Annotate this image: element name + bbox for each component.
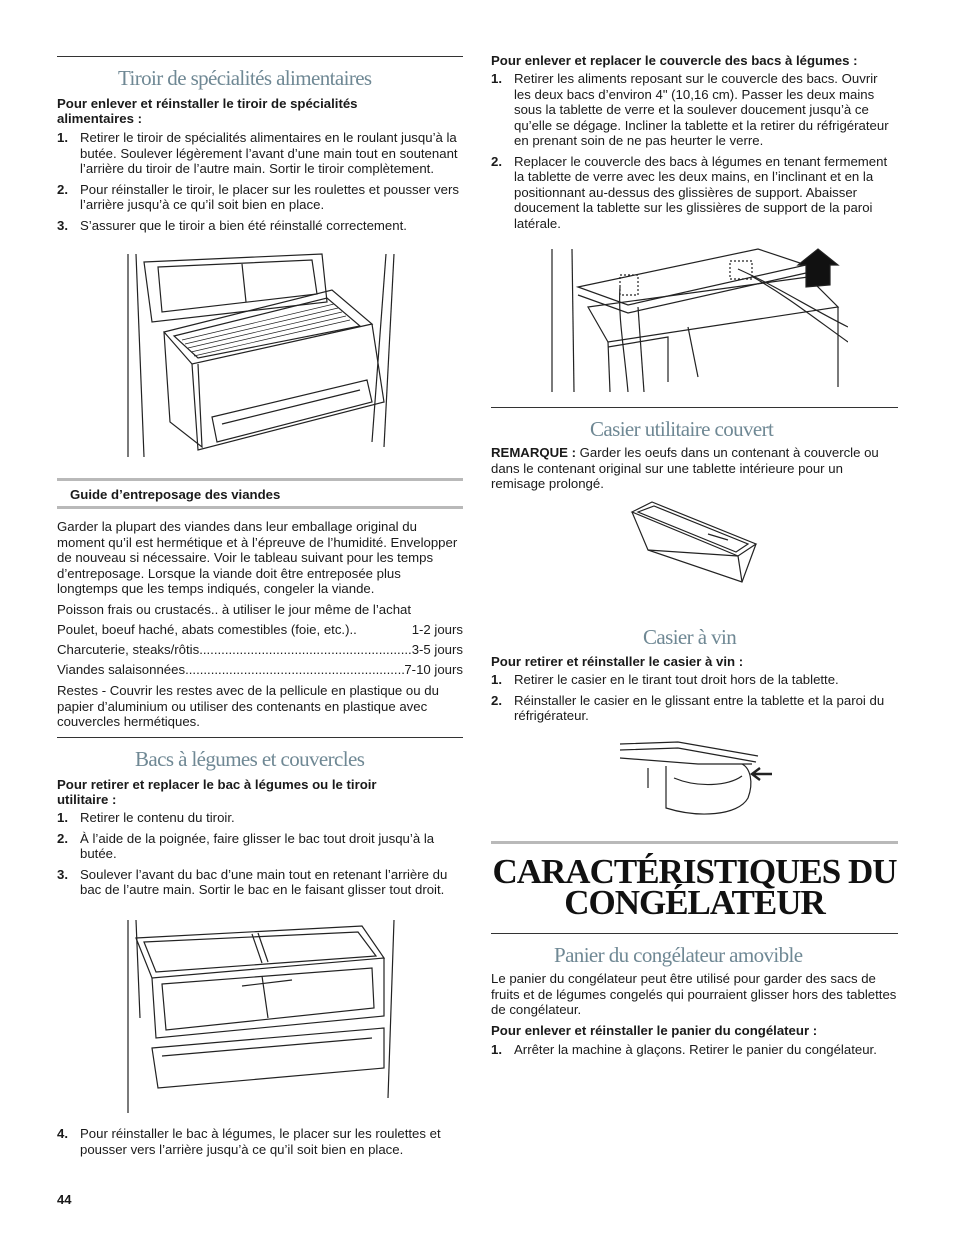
guide-top-bar bbox=[57, 478, 463, 481]
list-item: 2. Pour réinstaller le tiroir, le placer sur les roulettes et pousser vers l’arrière jusqu’à ce qu’il soit bien en place. bbox=[57, 181, 459, 212]
tiroir-steps bbox=[57, 130, 463, 238]
panier-steps bbox=[491, 1042, 898, 1063]
table-row: Charcuterie, steaks/rôtis ..... 3-5 jours bbox=[57, 642, 463, 657]
list-item: 1. Retirer le casier en le tirant tout droit hors de la tablette. bbox=[491, 672, 839, 687]
tiroir-subtitle: Pour enlever et réinstaller le tiroir de spécialités alimentaires : bbox=[57, 96, 358, 126]
rule-casier-util bbox=[491, 407, 898, 408]
egg-bin-illustration bbox=[628, 500, 760, 585]
guide-bottom-bar bbox=[57, 506, 463, 509]
shelf-lift-illustration bbox=[548, 247, 848, 392]
section-title-casier-vin: Casier à vin bbox=[643, 625, 737, 649]
section-title-tiroir: Tiroir de spécialités alimentaires bbox=[118, 66, 372, 90]
panier-intro: Le panier du congélateur peut être utilisé pour garder des sacs de fruits et de légumes congelés qui pourraient glisser hors des tablettes de congélateur. bbox=[491, 971, 897, 1017]
guide-restes: Restes - Couvrir les restes avec de la pellicule en plastique ou du papier d’aluminium ou utiliser des contenants en plastique avec couvercles hermétiques. bbox=[57, 683, 439, 729]
list-item: 2. Réinstaller le casier en le glissant entre la tablette et la paroi du réfrigérateur. bbox=[491, 692, 885, 723]
page-number: 44 bbox=[57, 1192, 72, 1207]
couvercle-steps bbox=[491, 71, 898, 236]
page-title: CARACTÉRISTIQUES DU CONGÉLATEUR bbox=[492, 852, 897, 922]
couvercle-subtitle: Pour enlever et replacer le couvercle des bacs à légumes : bbox=[491, 53, 858, 68]
guide-title: Guide d’entreposage des viandes bbox=[70, 487, 281, 502]
list-item: 1. Arrêter la machine à glaçons. Retirer le panier du congélateur. bbox=[491, 1042, 877, 1057]
panier-subtitle: Pour enlever et réinstaller le panier du congélateur : bbox=[491, 1023, 818, 1038]
guide-intro: Garder la plupart des viandes dans leur emballage original du moment qu’il est hermétique et à l’épreuve de l’humidité. Envelopper de nouveau si nécessaire. Voir le tableau suivant pour les temps d’entreposage. Lorsque la viande doit être entreposée plus longtemps que les temps indiqués, congeler la viande. bbox=[57, 519, 458, 596]
bacs-step4 bbox=[57, 1126, 463, 1162]
rule-bacs bbox=[57, 737, 463, 738]
top-rule-left bbox=[57, 56, 463, 57]
drawer-illustration bbox=[122, 252, 402, 457]
crisper-illustration bbox=[122, 918, 402, 1113]
list-item: 2. Replacer le couvercle des bacs à légumes en tenant fermement la tablette de verre avec les deux mains, en l’inclinant et en la positionnant au-dessus des glissières de support. Abaisser doucement la tablette sur les glissières de support de la paroi latérale. bbox=[491, 153, 888, 231]
section-title-casier-utilitaire: Casier utilitaire couvert bbox=[590, 417, 774, 441]
list-item: 1. Retirer le contenu du tiroir. bbox=[57, 810, 235, 825]
list-item: 4. Pour réinstaller le bac à légumes, le placer sur les roulettes et pousser vers l’arrière jusqu’à ce qu’il soit bien en place. bbox=[57, 1126, 441, 1157]
casier-util-remark: REMARQUE : Garder les oeufs dans un contenant à couvercle ou dans le contenant original sur une tablette intérieure pour un remisage prolongé. bbox=[491, 445, 879, 491]
list-item: 3. S’assurer que le tiroir a bien été réinstallé correctement. bbox=[57, 217, 407, 233]
table-row: Poisson frais ou crustacés.. à utiliser le jour même de l’achat bbox=[57, 602, 412, 617]
table-row: Viandes salaisonnées ..... 7-10 jours bbox=[57, 662, 463, 677]
casier-vin-steps bbox=[491, 672, 898, 729]
list-item: 3. Soulever l’avant du bac d’une main tout en retenant l’arrière du bac de l’autre main. Sortir le bac en le faisant glisser tout droit. bbox=[57, 866, 448, 897]
casier-vin-subtitle: Pour retirer et réinstaller le casier à vin : bbox=[491, 654, 744, 669]
section-title-bacs: Bacs à légumes et couvercles bbox=[135, 747, 365, 771]
list-item: 2. À l’aide de la poignée, faire glisser le bac tout droit jusqu’à la butée. bbox=[57, 830, 435, 861]
list-item: 1. Retirer le tiroir de spécialités alimentaires en le roulant jusqu’à la butée. Soulever légèrement l’avant d’une main tout en soutenant l’arrière du tiroir de l’autre main. Sortir le tiroir complètement. bbox=[57, 130, 458, 176]
list-item: 1. Retirer les aliments reposant sur le couvercle des bacs. Ouvrir les deux bacs d’environ 4" (10,16 cm). Passer les deux mains sous la tablette de verre et la soulever doucement jusqu’à ce qu’elle se dégage. Incliner la tablette et la retirer du réfrigérateur en prenant soin de ne pas heurter le verre. bbox=[491, 71, 889, 148]
rule-panier bbox=[491, 933, 898, 934]
rule-congelateur bbox=[491, 841, 898, 844]
table-row: Poulet, boeuf haché, abats comestibles (foie, etc.).. 1-2 jours bbox=[57, 622, 463, 637]
section-title-panier: Panier du congélateur amovible bbox=[554, 943, 803, 967]
bacs-subtitle: Pour retirer et replacer le bac à légumes ou le tiroir utilitaire : bbox=[57, 777, 377, 807]
bacs-steps bbox=[57, 810, 463, 903]
wine-rack-illustration bbox=[618, 738, 778, 818]
